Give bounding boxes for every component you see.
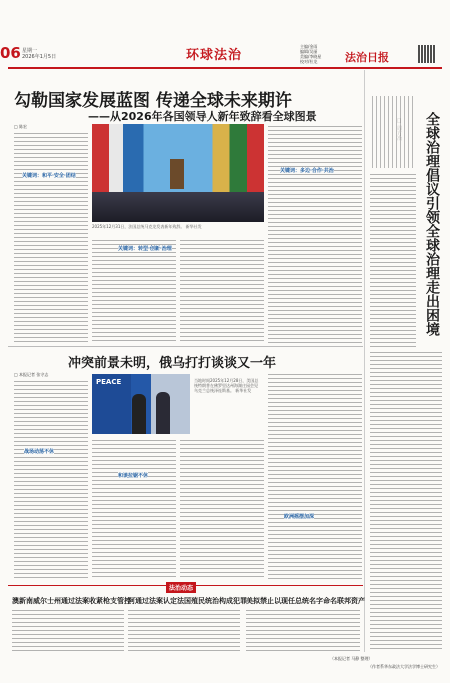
second-kicker: □ 本报记者 张守志	[14, 372, 49, 377]
editor-proof: 校对/杜龙	[300, 59, 318, 64]
editor-chief: 主编/金雨	[300, 44, 318, 49]
commentary-author-note: （作者系华东政法大学法学博士研究生）	[368, 664, 440, 669]
lead-subheadline: ——从2026年各国领导人新年致辞看全球图景	[88, 110, 317, 123]
lead-text-col2	[92, 238, 176, 343]
lead-subhead-2: 关键词：转型·创新·治理	[118, 246, 172, 252]
news-item-1-text	[12, 608, 124, 654]
section-title: 环球法治	[186, 48, 243, 63]
news-band-tag: 法治动态	[166, 582, 196, 593]
lead-photo-credit: 新华社发	[185, 224, 202, 229]
lead-text-col1a	[14, 131, 88, 231]
lead-caption-text: 2025年12月31日，法国总统马克龙发表新年致辞。	[92, 224, 185, 229]
header-rule	[8, 67, 442, 69]
news-item-3-title: 美拟禁止以现任总统名字命名联邦资产	[246, 597, 365, 605]
second-text-col3	[180, 438, 264, 579]
second-subhead-2: 和谈拉锯不休	[118, 473, 149, 479]
lead-text-col1b	[14, 231, 88, 343]
second-photo	[92, 374, 190, 434]
commentary-text-a	[370, 172, 416, 347]
commentary-intro	[370, 96, 416, 168]
second-text-col4	[268, 372, 362, 579]
second-headline: 冲突前景未明，俄乌打打谈谈又一年	[68, 356, 277, 371]
lead-subhead-3: 关键词：多边·合作·共治	[280, 168, 334, 174]
second-subhead-3: 欧洲摇摆加深	[284, 514, 315, 520]
lead-kicker: □ 陈宏	[14, 124, 28, 129]
news-item-2-title: 阿通过法案认定法国殖民统治构成犯罪	[128, 597, 247, 605]
second-photo-credit: 新华社发	[235, 388, 252, 393]
second-caption-text: 当地时间2025年12月28日，美国总统特朗普在佛罗里达州海湖庄园会见乌克兰总统泽连斯基。	[194, 378, 259, 393]
lead-text-col3	[180, 238, 264, 343]
second-subhead-1: 战场动荡不休	[24, 449, 55, 455]
lead-subhead-1: 关键词：和平·安全·团结	[22, 173, 76, 179]
photo-sign-text: PEACE	[96, 378, 122, 386]
date-day: 2026年1月5日	[22, 54, 57, 60]
second-text-col1	[14, 379, 88, 579]
masthead-logo: 法治日报	[345, 51, 389, 64]
issue-date	[22, 48, 56, 60]
second-photo-caption	[194, 378, 260, 393]
news-item-2-text	[128, 608, 240, 654]
lead-photo	[92, 124, 264, 222]
news-item-1-title: 澳新南威尔士州通过法案收紧枪支管控	[12, 597, 131, 605]
commentary-text-b	[370, 350, 442, 650]
lead-headline: 勾勒国家发展蓝图 传递全球未来期许	[14, 91, 292, 111]
editor-credits	[300, 44, 321, 64]
editor-art: 美编/李晓星	[300, 54, 322, 59]
section-divider	[8, 346, 363, 347]
news-band-editor: （本报记者 马静 整理）	[330, 656, 373, 661]
second-text-col2	[92, 438, 176, 579]
commentary-headline: 全球治理倡议引领全球治理走出困境	[424, 112, 440, 336]
date-weekday: 星期一	[22, 48, 38, 54]
lead-text-col4	[268, 124, 362, 343]
page-number: 06	[0, 44, 21, 62]
qr-code-icon	[418, 45, 436, 63]
editor-edit: 编辑/吴丽	[300, 49, 318, 54]
lead-photo-caption	[92, 224, 264, 229]
news-item-3-text	[246, 608, 360, 654]
